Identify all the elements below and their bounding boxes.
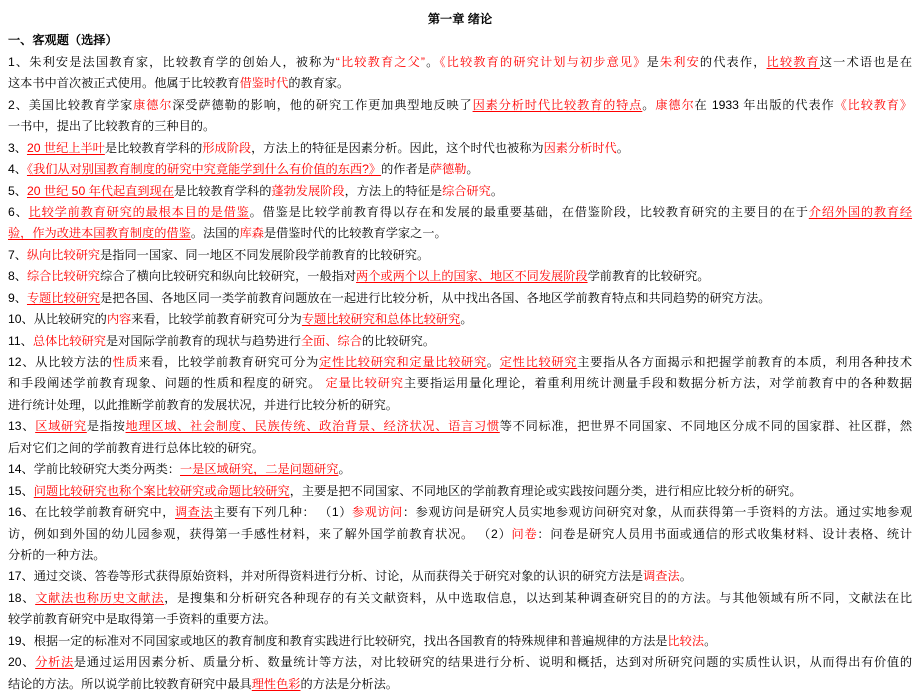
highlighted-key-term: 《比较教育的研究计划与初步意见》: [439, 54, 647, 69]
question-text-line: [8, 288, 912, 309]
question-text-line: [8, 181, 912, 202]
text-segment: 进行统计处理，以此推断学前教育的发展状况，并进行比较分析的研究。: [8, 397, 398, 412]
text-segment: 。: [466, 162, 479, 177]
text-segment: 是借鉴时代的比较教育学家之一。: [263, 226, 447, 241]
question-text-line: [8, 73, 912, 94]
text-segment: 。: [616, 140, 629, 155]
text-segment: 较学前教育研究中是取得第一手资料的重要方法。: [8, 612, 277, 627]
text-segment: 综合了横向比较研究和纵向比较研究，一般指对: [100, 269, 357, 284]
text-segment: 。: [424, 54, 440, 69]
text-segment: ：问卷是研究人员用书面或通信的形式收集材料、设计表格、统计: [537, 526, 912, 541]
question-item: [8, 181, 912, 202]
question-item: [8, 631, 912, 652]
text-segment: 。: [338, 462, 351, 477]
text-segment: 来看，比较学前教育研究可分为: [138, 355, 320, 369]
text-segment: 的比较研究。: [361, 333, 436, 348]
question-item: [8, 266, 912, 287]
question-text-line: [8, 438, 912, 459]
text-segment: 3、: [8, 140, 27, 155]
highlighted-key-term: 定量比较研究: [325, 376, 404, 391]
text-segment: ：参观访问是研究人员实地参观访问研究对象，从而获得第一手资料的方法。通过实地参观: [402, 505, 913, 520]
question-text-line: [8, 202, 912, 223]
text-segment: 19、根据一定的标准对不同国家或地区的教育制度和教育实践进行比较研究，找出各国教育的特殊规律和普遍规律的方法是: [8, 633, 668, 648]
highlighted-key-term: 因素分析时代: [543, 140, 617, 155]
text-segment: 分析的一种方法。: [8, 547, 106, 562]
highlighted-key-term: 调查法: [643, 569, 680, 584]
text-segment: 5、: [8, 183, 27, 198]
text-segment: 11、: [8, 333, 33, 348]
highlighted-key-term: 地理区域、社会制度、民族传统、政治背景、经济状况、语言习惯: [125, 419, 500, 434]
highlighted-key-term: 一是区域研究，二是问题研究: [180, 462, 339, 477]
highlighted-key-term: 区域研究: [35, 419, 87, 434]
text-segment: 7、: [8, 247, 27, 262]
highlighted-key-term: 康德尔: [655, 97, 695, 112]
question-item: [8, 331, 912, 352]
document-page: [8, 9, 912, 695]
chapter-title: 第一章 绪论: [427, 12, 493, 26]
text-segment: 13、: [8, 419, 36, 434]
text-segment: 15、: [8, 483, 34, 498]
text-segment: 这本书中首次被正式使用。他属于比较教育: [8, 76, 240, 91]
text-segment: 是: [646, 54, 660, 69]
question-text-line: [8, 588, 912, 609]
text-segment: 结论的方法。所以说学前比较教育研究中最具: [8, 676, 252, 691]
question-item: [8, 416, 912, 459]
text-segment: 的代表作，: [699, 54, 767, 69]
question-item: [8, 481, 912, 502]
text-segment: 访，例如到外国的幼儿园参观，获得第一手感性材料，来了解外国学前教育状况。 （2）: [8, 526, 512, 541]
text-segment: 是比较教育学科的: [173, 183, 272, 198]
text-segment: 9、: [8, 290, 27, 305]
question-item: [8, 652, 912, 695]
question-text-line: [8, 481, 912, 502]
question-text-line: [8, 502, 912, 523]
text-segment: 18、: [8, 590, 36, 605]
highlighted-key-term: 形成阶段: [202, 140, 252, 155]
question-item: [8, 502, 912, 566]
text-segment: 10、从比较研究的: [8, 312, 107, 327]
text-segment: 在 1933 年出版的代表作: [694, 97, 835, 112]
highlighted-key-term: 因素分析时代比较教育的特点: [472, 97, 643, 112]
question-item: [8, 588, 912, 631]
question-text-line: [8, 223, 912, 244]
question-text-line: [8, 331, 912, 352]
highlighted-key-term: 两个或两个以上的国家、地区不同发展阶段: [356, 269, 588, 284]
question-list: [8, 52, 912, 695]
highlighted-key-term: 20 世纪 50 年代起直到现在: [26, 183, 174, 198]
highlighted-key-term: 全面、综合: [300, 333, 362, 348]
question-text-line: [8, 266, 912, 287]
text-segment: 主要指运用量化理论，着重利用统计测量手段和数据分析方法，对学前教育中的各种数据: [403, 376, 913, 391]
text-segment: 是对国际学前教育的现状与趋势进行: [105, 333, 301, 348]
question-text-line: [8, 309, 912, 330]
text-segment: 主要有下列几种： （1）: [213, 505, 352, 520]
highlighted-key-term: 问卷: [511, 526, 538, 541]
highlighted-key-term: 比较法: [667, 633, 705, 648]
text-segment: 12、从比较方法的: [8, 355, 113, 369]
highlighted-key-term: 文献法也称历史文献法: [35, 590, 165, 605]
text-segment: 。: [679, 569, 692, 584]
text-segment: 。: [486, 355, 500, 369]
highlighted-key-term: 《比较教育》: [834, 97, 913, 112]
text-segment: 20、: [8, 655, 36, 670]
question-text-line: [8, 652, 912, 673]
highlighted-key-term: “比较教育之父”: [335, 54, 425, 69]
question-item: [8, 245, 912, 266]
question-text-line: [8, 159, 912, 180]
text-segment: ，方法上的特征是因素分析。因此，这个时代也被称为: [251, 140, 544, 155]
question-text-line: [8, 373, 912, 394]
text-segment: ，主要是把不同国家、不同地区的学前教育理论或实践按问题分类，进行相应比较分析的研究。: [289, 483, 802, 498]
question-text-line: [8, 52, 912, 73]
question-text-line: [8, 545, 912, 566]
highlighted-key-term: 专题比较研究: [26, 290, 101, 305]
text-segment: ，方法上的特征是: [344, 183, 443, 198]
question-text-line: [8, 631, 912, 652]
text-segment: 。借鉴是比较学前教育得以存在和发展的最重要基础，在借鉴阶段，比较教育研究的主要目的在于: [249, 204, 809, 219]
text-segment: 后对它们之间的学前教育进行总体比较的研究。: [8, 440, 264, 455]
highlighted-key-term: 康德尔: [133, 97, 173, 112]
highlighted-key-term: 定性比较研究: [499, 355, 578, 369]
question-text-line: [8, 459, 912, 480]
question-text-line: [8, 352, 912, 373]
text-segment: 。: [490, 183, 503, 198]
question-item: [8, 352, 912, 416]
question-item: [8, 95, 912, 138]
highlighted-key-term: 分析法: [35, 655, 74, 670]
question-text-line: [8, 609, 912, 630]
text-segment: 是指同一国家、同一地区不同发展阶段学前教育的比较研究。: [100, 247, 430, 262]
highlighted-key-term: 《我们从对别国教育制度的研究中究竟能学到什么有价值的东西?》: [26, 162, 382, 177]
text-segment: 一书中，提出了比较教育的三种目的。: [8, 119, 216, 134]
question-item: [8, 202, 912, 245]
question-text-line: [8, 138, 912, 159]
question-text-line: [8, 95, 912, 116]
text-segment: 的教育家。: [288, 76, 350, 91]
text-segment: 14、学前比较研究大类分两类：: [8, 462, 180, 477]
highlighted-key-term: 比较教育: [766, 54, 820, 69]
question-item: [8, 288, 912, 309]
text-segment: 是把各国、各地区同一类学前教育问题放在一起进行比较分析，从中找出各国、各地区学前教育特点和共同趋势的研究方法。: [100, 290, 771, 305]
highlighted-key-term: 蓬勃发展阶段: [271, 183, 345, 198]
text-segment: 来看，比较学前教育研究可分为: [131, 312, 302, 327]
text-segment: 深受萨德勒的影响，他的研究工作更加典型地反映了: [172, 97, 473, 112]
text-segment: 。法国的: [190, 226, 240, 241]
section-heading: 一、客观题（选择）: [8, 33, 118, 48]
highlighted-key-term: 纵向比较研究: [26, 247, 101, 262]
question-item: [8, 309, 912, 330]
question-item: [8, 566, 912, 587]
text-segment: 是指按: [86, 419, 126, 434]
text-segment: 等不同标准，把世界不同国家、不同地区分成不同的国家群、社区群，然: [499, 419, 913, 434]
question-item: [8, 138, 912, 159]
highlighted-key-term: 综合比较研究: [26, 269, 101, 284]
question-item: [8, 159, 912, 180]
text-segment: 的方法是分析法。: [300, 676, 398, 691]
question-text-line: [8, 245, 912, 266]
question-text-line: [8, 116, 912, 137]
text-segment: 的作者是: [381, 162, 430, 177]
highlighted-key-term: 性质: [112, 355, 139, 369]
text-segment: 。: [460, 312, 473, 327]
highlighted-key-term: 综合研究: [442, 183, 491, 198]
text-segment: ，是搜集和分析研究各种现存的有关文献资料，从中选取信息，以达到某种调查研究目的的方法。与其他领域有所不同，文献法在比: [164, 590, 913, 605]
question-text-line: [8, 566, 912, 587]
question-text-line: [8, 524, 912, 545]
highlighted-key-term: 理性色彩: [251, 676, 301, 691]
highlighted-key-term: 问题比较研究也称个案比较研究或命题比较研究: [33, 483, 290, 498]
highlighted-key-term: 验，作为改进本国教育制度的借鉴: [8, 226, 191, 241]
highlighted-key-term: 萨德勒: [429, 162, 467, 177]
highlighted-key-term: 介绍外国的教育经: [808, 204, 913, 219]
highlighted-key-term: 定性比较研究和定量比较研究: [319, 355, 487, 369]
highlighted-key-term: 总体比较研究: [32, 333, 106, 348]
text-segment: 16、在比较学前教育研究中，: [8, 505, 176, 520]
highlighted-key-term: 参观访问: [351, 505, 403, 520]
highlighted-key-term: 调查法: [175, 505, 214, 520]
text-segment: 是比较教育学科的: [104, 140, 203, 155]
text-segment: 和手段阐述学前教育现象、问题的性质和程度的研究。: [8, 376, 326, 391]
text-segment: 8、: [8, 269, 27, 284]
text-segment: 这一术语也是在: [819, 54, 913, 69]
text-segment: 2、美国比较教育学家: [8, 97, 134, 112]
highlighted-key-term: 借鉴时代: [239, 76, 289, 91]
question-item: [8, 459, 912, 480]
text-segment: 6、: [8, 204, 29, 219]
highlighted-key-term: 20 世纪上半叶: [26, 140, 105, 155]
highlighted-key-term: 内容: [106, 312, 132, 327]
highlighted-key-term: 朱利安: [659, 54, 700, 69]
text-segment: 17、通过交谈、答卷等形式获得原始资料，并对所得资料进行分析、讨论，从而获得关于研究对象的认识的研究方法是: [8, 569, 644, 584]
highlighted-key-term: 专题比较研究和总体比较研究: [301, 312, 461, 327]
question-text-line: [8, 416, 912, 437]
text-segment: 主要指从各方面揭示和把握学前教育的本质，利用各种技术: [577, 355, 913, 369]
text-segment: 。: [704, 633, 717, 648]
question-item: [8, 52, 912, 95]
text-segment: 。: [642, 97, 656, 112]
question-text-line: [8, 674, 912, 695]
text-segment: 1、朱利安是法国教育家，比较教育学的创始人，被称为: [8, 54, 336, 69]
highlighted-key-term: 比较学前教育研究的最根本目的是借鉴: [28, 204, 250, 219]
text-segment: 4、: [8, 162, 27, 177]
text-segment: 学前教育的比较研究。: [587, 269, 710, 284]
highlighted-key-term: 库森: [239, 226, 264, 241]
text-segment: 是通过运用因素分析、质量分析、数量统计等方法，对比较研究的结果进行分析、说明和概括，达到对所研究问题的实质性认识，从而得出有价值的: [73, 655, 913, 670]
question-text-line: [8, 395, 912, 416]
